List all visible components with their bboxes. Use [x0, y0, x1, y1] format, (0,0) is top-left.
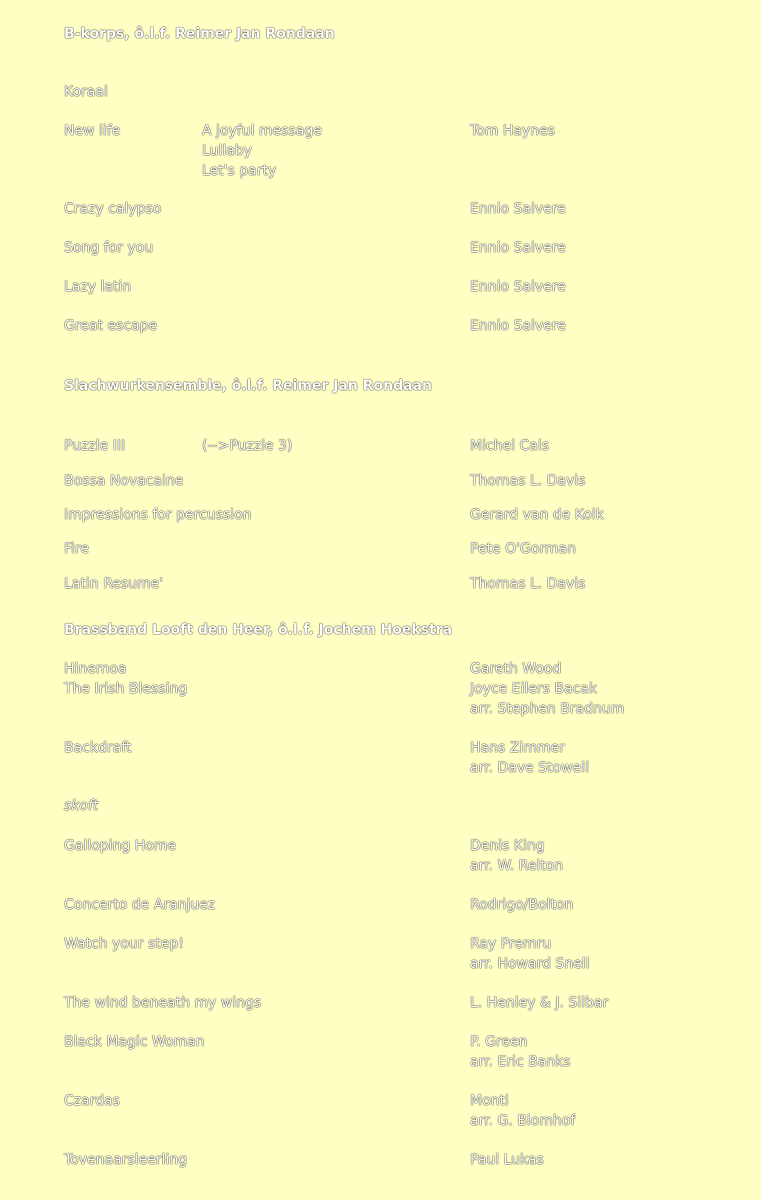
piece-title: Lazy latin	[64, 279, 132, 295]
piece-note: (-->Puzzle 3)	[202, 438, 293, 454]
piece-title: Latin Resume'	[64, 576, 164, 592]
piece-title: Tovenaarsleerling	[64, 1152, 188, 1168]
section-heading-brassband: Brassband Looft den Heer, ô.l.f. Jochem Hoekstra	[64, 622, 453, 638]
piece-title: Fire	[64, 541, 89, 557]
piece-titles	[64, 659, 187, 699]
piece-title: Galloping Home	[64, 838, 177, 854]
piece-composer: Rodrigo/Bolton	[470, 897, 574, 913]
piece-title: Bossa Novacaine	[64, 473, 184, 489]
piece-composer: arr. Dave Stowell	[470, 760, 589, 776]
piece-title: Song for you	[64, 240, 154, 256]
piece-composer: Michel Cals	[470, 438, 550, 454]
piece-title: Impressions for percussion	[64, 507, 252, 523]
piece-composer: Denis King	[470, 838, 545, 854]
piece-title: Black Magic Woman	[64, 1034, 205, 1050]
section-heading-b-korps: B-korps, ô.l.f. Reimer Jan Rondaan	[64, 26, 335, 42]
piece-title: Koraal	[64, 84, 108, 100]
intermission-label: skoft	[64, 798, 99, 814]
piece-composer: Tom Haynes	[470, 123, 555, 139]
piece-composer: Ennio Salvere	[470, 240, 566, 256]
piece-composer: Ennio Salvere	[470, 279, 566, 295]
piece-composer: Paul Lukas	[470, 1152, 544, 1168]
piece-composer: arr. Eric Banks	[470, 1054, 571, 1070]
part-item: A joyful message	[202, 123, 322, 139]
piece-title: Concerto de Aranjuez	[64, 897, 216, 913]
piece-composers	[470, 659, 624, 719]
piece-composer: arr. G. Blomhof	[470, 1113, 576, 1129]
piece-composers	[470, 934, 590, 974]
piece-composer: Gerard van de Kolk	[470, 507, 604, 523]
piece-composers	[470, 1032, 571, 1072]
piece-title: Crazy calypso	[64, 201, 162, 217]
piece-composer: Thomas L. Davis	[470, 576, 586, 592]
piece-composers	[470, 738, 589, 778]
piece-title: The Irish Blessing	[64, 681, 188, 697]
piece-title: Czardas	[64, 1093, 120, 1109]
piece-composers	[470, 1091, 575, 1131]
piece-title: Puzzle III	[64, 438, 126, 454]
piece-composer: arr. Howard Snell	[470, 956, 590, 972]
piece-composer: Hans Zimmer	[470, 740, 565, 756]
piece-composer: L. Henley & J. Silbar	[470, 995, 609, 1011]
piece-composer: arr. W. Relton	[470, 858, 564, 874]
piece-title: New life	[64, 123, 121, 139]
piece-title: Backdraft	[64, 740, 132, 756]
piece-composer: P. Green	[470, 1034, 528, 1050]
piece-composer: Monti	[470, 1093, 509, 1109]
piece-composer: Ennio Salvere	[470, 318, 566, 334]
piece-composer: Gareth Wood	[470, 661, 562, 677]
piece-composer: Pete O'Gorman	[470, 541, 576, 557]
part-item: Lullaby	[202, 143, 252, 159]
piece-composer: Ennio Salvere	[470, 201, 566, 217]
section-heading-slachwurk: Slachwurkensemble, ô.l.f. Reimer Jan Rondaan	[64, 378, 432, 394]
piece-composer: Ray Premru	[470, 936, 552, 952]
piece-title: The wind beneath my wings	[64, 995, 262, 1011]
piece-title: Watch your step!	[64, 936, 184, 952]
part-item: Let's party	[202, 163, 277, 179]
piece-title: Great escape	[64, 318, 158, 334]
piece-composer: Thomas L. Davis	[470, 473, 586, 489]
piece-parts	[202, 121, 322, 181]
piece-title: Hinemoa	[64, 661, 127, 677]
piece-composer: arr. Stephen Bradnum	[470, 701, 625, 717]
piece-composer: Joyce Eilers Bacak	[470, 681, 598, 697]
piece-composers	[470, 836, 563, 876]
